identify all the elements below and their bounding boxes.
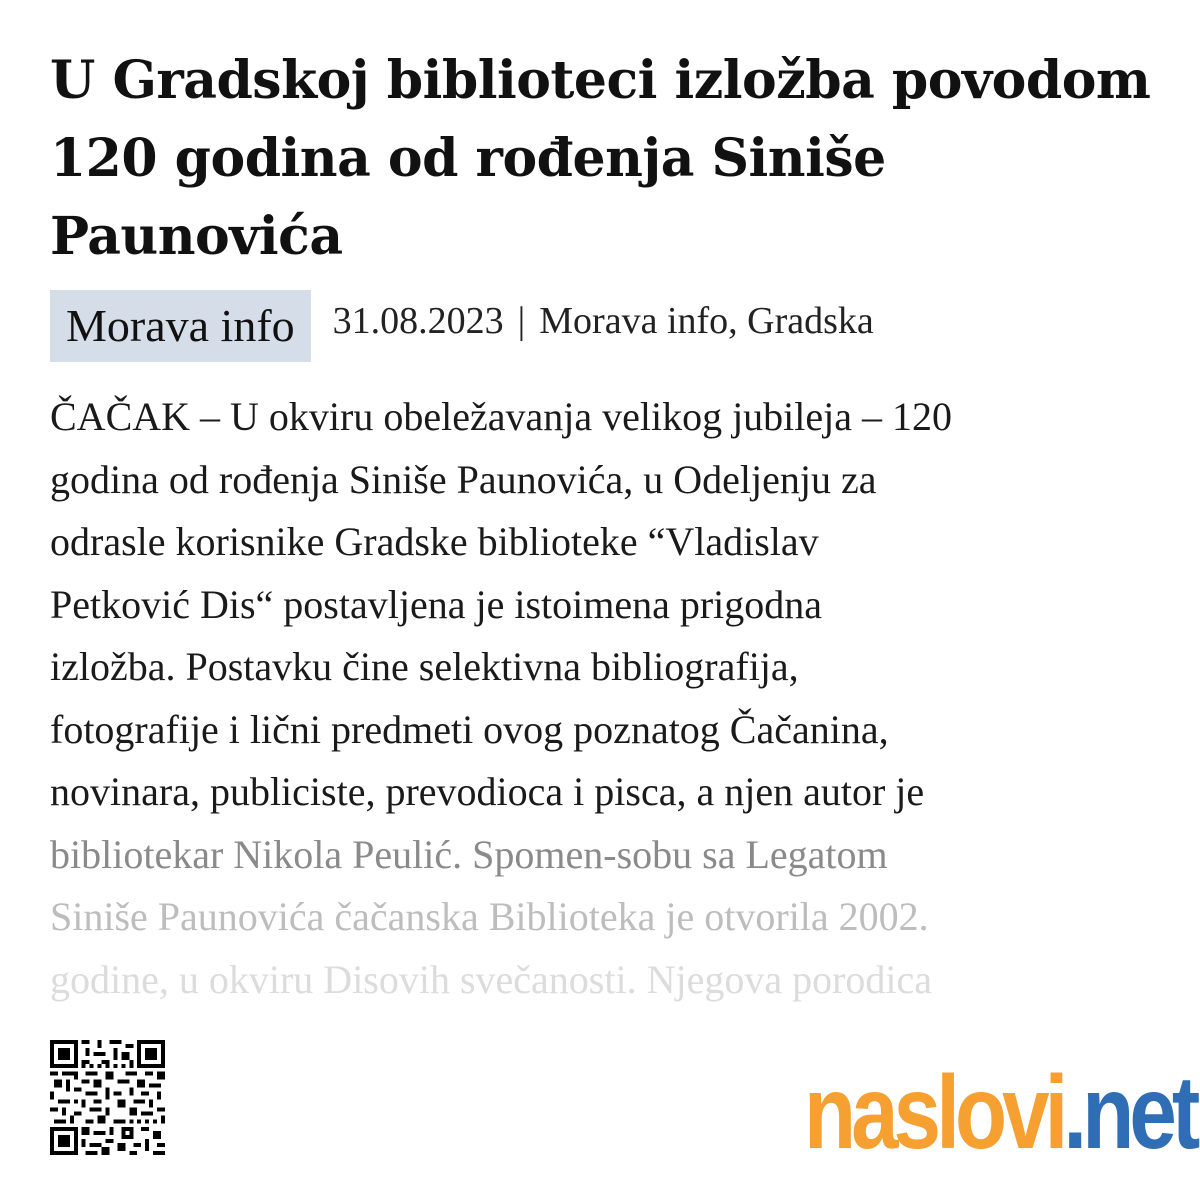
article-line: odrasle korisnike Gradske biblioteke “Vladislav	[50, 519, 819, 564]
article-body	[50, 386, 1160, 1010]
article-categories: Morava info, Gradska	[539, 300, 874, 342]
meta-separator: |	[517, 300, 526, 342]
logo-part-naslovi: naslovi	[804, 1055, 1064, 1171]
article-line: Petković Dis“ postavljena je istoimena prigodna	[50, 581, 823, 627]
qr-code-icon[interactable]	[50, 1040, 165, 1155]
article-line: Siniše Paunovića čačanska Biblioteka je otvorila 2002.	[50, 894, 929, 939]
article-title: U Gradskoj biblioteci izložba povodom 120 godina od rođenja Siniše Paunovića	[50, 50, 1151, 267]
naslovi-net-logo[interactable]	[804, 1055, 1196, 1171]
article-line: novinara, publiciste, prevodioca i pisca, a njen autor je	[50, 769, 925, 814]
source-badge[interactable]: Morava info	[50, 290, 311, 362]
article-line: fotografije i lični predmeti ovog poznatog Čačanina,	[50, 706, 889, 752]
article-line: ČAČAK – U okviru obeležavanja velikog jubileja – 120	[50, 394, 953, 439]
article-line: godina od rođenja Siniše Paunovića, u Odeljenju za	[50, 456, 877, 502]
article-line: godine, u okviru Disovih svečanosti. Njegova porodica	[50, 956, 933, 1002]
article-line: bibliotekar Nikola Peulić. Spomen-sobu sa Legatom	[50, 831, 888, 877]
meta-info	[333, 286, 874, 356]
article-line: izložba. Postavku čine selektivna bibliografija,	[50, 644, 799, 689]
logo-part-net: .net	[1063, 1055, 1196, 1171]
article-meta	[50, 290, 874, 362]
publish-date: 31.08.2023	[332, 300, 504, 342]
